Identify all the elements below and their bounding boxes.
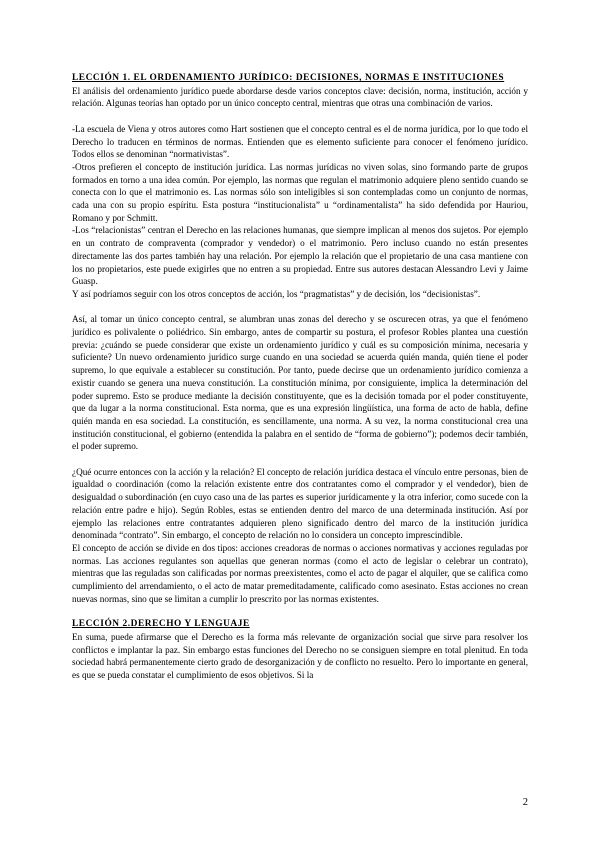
spacer [72, 605, 528, 618]
paragraph: -Otros prefieren el concepto de institución jurídica. Las normas jurídicas no viven solas, sino formando parte de grupos formados en torno a una idea común. Por ejemplo, las normas que regulan el matrimonio adquiere pleno sentido cuando se conecta con lo que el matrimonio es. Las normas sólo son inteligibles si son contempladas como un conjunto de normas, cada una con su propio espíritu. Esta postura “institucionalista” u “ordinamentalista” ha sido defendida por Hauriou, Romano y por Schmitt. [72, 161, 528, 223]
paragraph: En suma, puede afirmarse que el Derecho es la forma más relevante de organización social que sirve para resolver los conflictos e implantar la paz. Sin embargo estas funciones del Derecho no se consiguen siempre en total plenitud. En toda sociedad habrá permanentemente cierto grado de desorganización y de conflicto no resuelto. Pero lo importante en general, es que se pueda constatar el cumplimiento de esos objetivos. Si la [72, 631, 528, 680]
spacer [72, 110, 528, 123]
paragraph: ¿Qué ocurre entonces con la acción y la relación? El concepto de relación jurídica destaca el vínculo entre personas, bien de igualdad o coordinación (como la relación existente entre dos contratantes como el comprador y el vendedor), bien de desigualdad o subordinación (en cuyo caso una de las partes es superior jurídicamente y la otra inferior, como sucede con la relación entre padre e hijo). Según Robles, estas se entienden dentro del marco de una determinada institución. Así por ejemplo las relaciones entre contratantes adquieren pleno significado dentro del marco de la institución jurídica denominada “contrato”. Sin embargo, el concepto de relación no lo considera un concepto imprescindible. [72, 466, 528, 541]
page-number: 2 [522, 797, 528, 808]
paragraph: -La escuela de Viena y otros autores como Hart sostienen que el concepto central es el de norma jurídica, por lo que todo el Derecho lo traducen en términos de normas. Entienden que es elemento suficiente para conocer el fenómeno jurídico. Todos ellos se denominan “normativistas”. [72, 123, 528, 160]
paragraph: Y así podríamos seguir con los otros conceptos de acción, los “pragmatistas” y de decisión, los “decisionistas”. [72, 288, 481, 299]
section-heading: LECCIÓN 1. EL ORDENAMIENTO JURÍDICO: DECISIONES, NORMAS E INSTITUCIONES [72, 73, 505, 83]
paragraph: El concepto de acción se divide en dos tipos: acciones creadoras de normas o acciones normativas y acciones reguladas por normas. Las acciones regulantes son aquellas que generan normas (como el acto de legislar o celebrar un contrato), mientras que las reguladas son calificadas por normas preexistentes, como el acto de pagar el alquiler, que se califica como cumplimiento del arrendamiento, o el acto de matar premeditadamente, calificado como asesinato. Estas acciones no crean nuevas normas, sino que se limitan a cumplir lo prescrito por las normas existentes. [72, 542, 528, 604]
paragraph: Así, al tomar un único concepto central, se alumbran unas zonas del derecho y se oscurecen otras, ya que el fenómeno jurídico es polivalente o poliédrico. Sin embargo, antes de compartir su postura, el profesor Robles plantea una cuestión previa: ¿cuándo se puede considerar que existe un ordenamiento jurídico y cuál es su composición mínima, necesaria y suficiente? Un nuevo ordenamiento jurídico surge cuando en una sociedad se acuerda quién manda, quién tiene el poder supremo, lo que equivale a establecer su constitución. Por tanto, puede decirse que un ordenamiento jurídico comienza a existir cuando se genera una nueva constitución. La constitución mínima, por consiguiente, implica la determinación del poder supremo. Esto se produce mediante la decisión constituyente, que es la decisión tomada por el poder constituyente, que da lugar a la norma constitucional. Esta norma, que es una expresión lingüística, una forma de acto de habla, define quién manda en esa sociedad. La constitución, es sencillamente, una norma. A su vez, la norma constitucional crea una institución constitucional, el gobierno (entendida la palabra en el sentido de “forma de gobierno”); podemos decir también, el poder supremo. [72, 314, 528, 452]
spacer [72, 301, 528, 314]
spacer [72, 453, 528, 466]
paragraph: El análisis del ordenamiento jurídico puede abordarse desde varios conceptos clave: decisión, norma, institución, acción y relación. Algunas teorías han optado por un único concepto central, mientras que otras una combinación de varios. [72, 85, 528, 109]
section-heading: LECCIÓN 2.DERECHO Y LENGUAJE [72, 619, 250, 630]
page-body [72, 72, 528, 682]
paragraph: -Los “relacionistas” centran el Derecho en las relaciones humanas, que siempre implican al menos dos sujetos. Por ejemplo en un contrato de compraventa (comprador y vendedor) o el matrimonio. Pero incluso cuando no están presentes directamente las dos partes también hay una relación. Por ejemplo la relación que el propietario de una casa mantiene con los no propietarios, este puede exigirles que no entren a su propiedad. Entre sus autores destacan Alessandro Levi y Jaime Guasp. [72, 225, 528, 287]
